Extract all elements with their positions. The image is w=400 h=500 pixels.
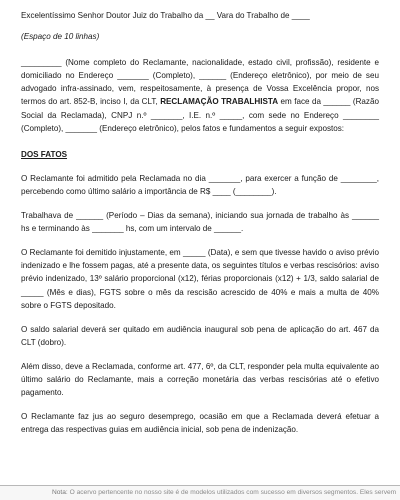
facts-paragraph-schedule: Trabalhava de ______ (Período – Dias da semana), iniciando sua jornada de trabalho às ______ hs e terminando às _______ hs, com um intervalo de ______. (21, 211, 379, 234)
footer-note-label: Nota: (52, 489, 68, 496)
footer-note-text: O acervo pertencente no nosso site é de modelos utilizados com sucesso em diversos segmentos. Eles servem (69, 489, 397, 496)
facts-paragraph-salary-balance: O saldo salarial deverá ser quitado em audiência inaugural sob pena de aplicação do art. 467 da CLT (dobro). (21, 324, 379, 347)
intro-text-end: em face da ______ (Razão Social da Reclamada), CNPJ n.º _______, I.E. n.º _____, com sede no Endereço ________ (Completo), _______ (Endereço eletrônico), pelos fatos e fundamentos a seguir expostos: (21, 97, 379, 133)
petition-title: RECLAMAÇÃO TRABALHISTA (160, 97, 279, 107)
facts-paragraph-penalty: Além disso, deve a Reclamada, conforme art. 477, 6º, da CLT, responder pela multa equivalente ao último salário do Reclamante, mais a correção monetária das verbas rescisórias até o efetivo pagamento. (21, 361, 379, 398)
facts-paragraph-admission: O Reclamante foi admitido pela Reclamada no dia _______, para exercer a função de ________, percebendo como último salário a importância de R$ ____ (________). (21, 173, 379, 196)
intro-paragraph (21, 56, 379, 135)
section-title: DOS FATOS (21, 149, 68, 159)
intro-text-start: _________ (Nome completo do Reclamante, nacionalidade, estado civil, profissão), residente e domiciliado no Endereço _______ (Completo), ______ (Endereço eletrônico), por meio de seu advogado infra-assinado, vem, respeitosamente, à presença de Vossa Excelência propor, nos termos do art. 852-B, inciso I, da CLT, (21, 58, 379, 107)
court-header: Excelentíssimo Senhor Doutor Juiz do Trabalho da __ Vara do Trabalho de ____ (21, 11, 310, 20)
facts-paragraph-dismissal: O Reclamante foi demitido injustamente, em _____ (Data), e sem que tivesse havido o aviso prévio indenizado e lhe fossem pagas, até a presente data, os seguintes títulos e verbas rescisórios: aviso prévio indenizado, 13º salário proporcional (x12), férias proporcionais (x12) + 1/3, saldo salarial de _____ (Mês e dias), FGTS sobre o mês da rescisão acrescido de 40% e mais a multa de 40% sobre o FGTS depositado. (21, 248, 379, 310)
facts-paragraph-unemployment: O Reclamante faz jus ao seguro desemprego, ocasião em que a Reclamada deverá efetuar a entrega das respectivas guias em audiência inicial, sob pena de indenização. (21, 412, 379, 435)
footer-note (0, 485, 400, 500)
spacing-note: (Espaço de 10 linhas) (21, 32, 100, 42)
